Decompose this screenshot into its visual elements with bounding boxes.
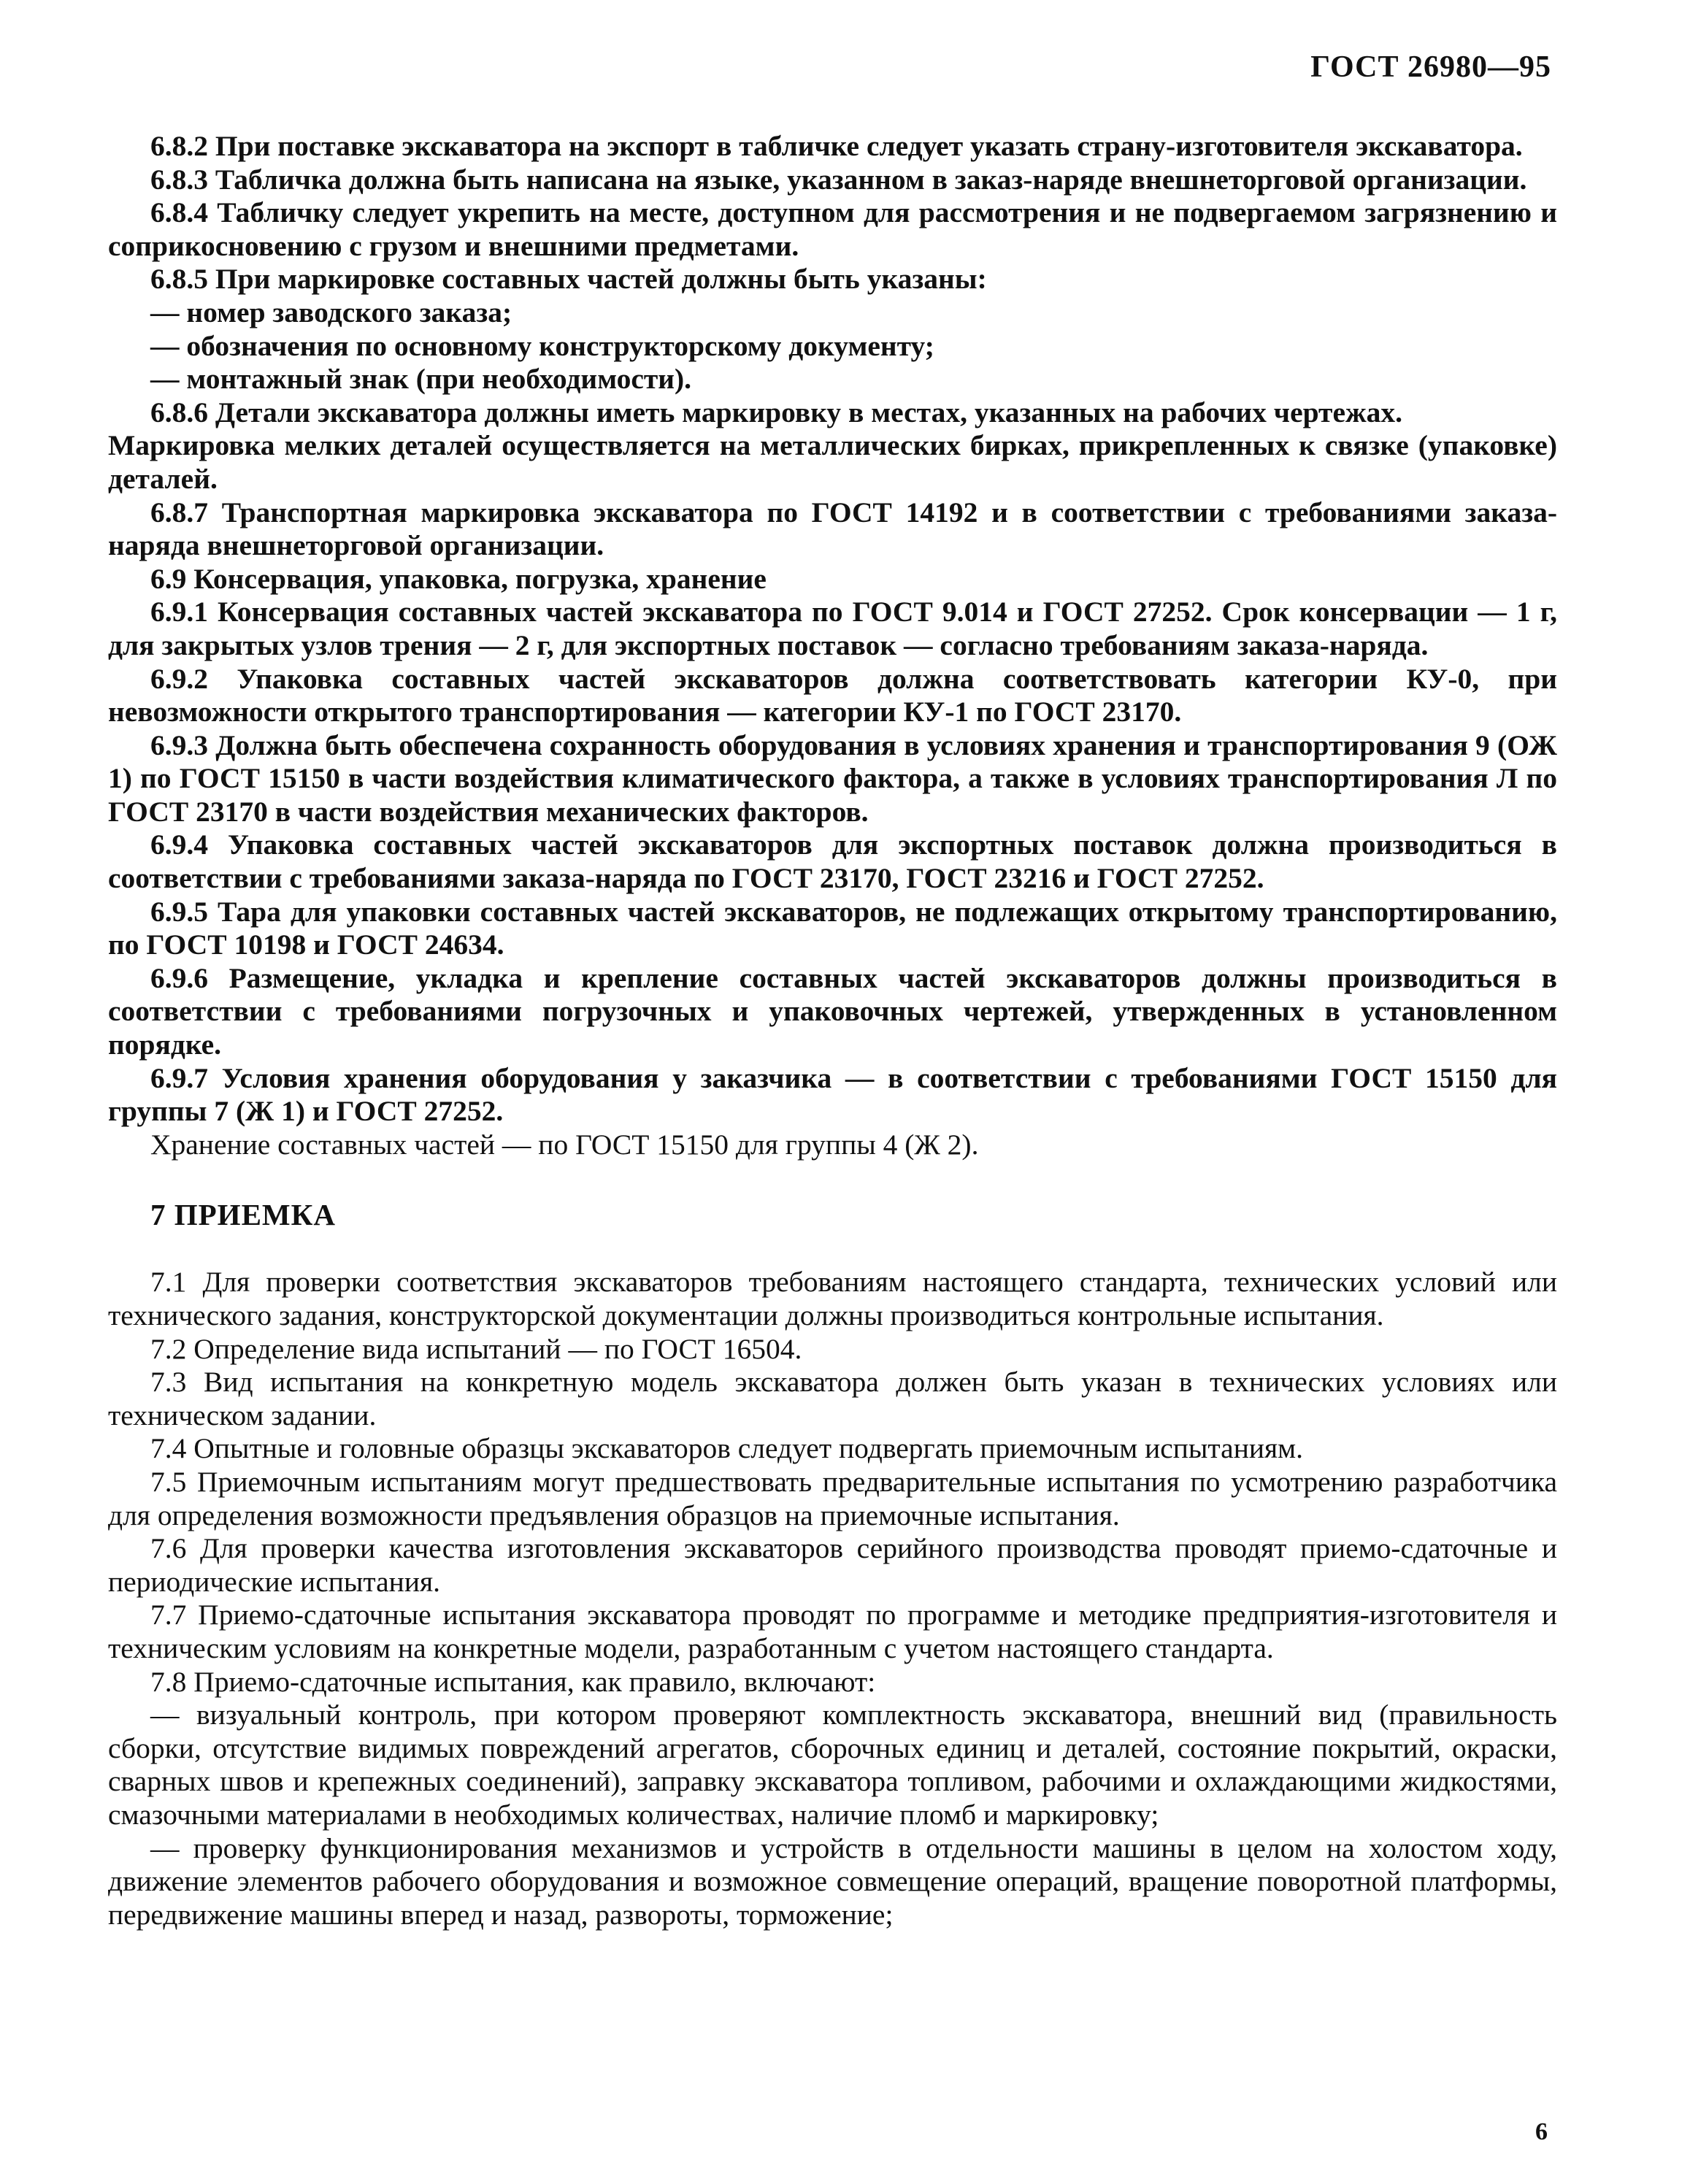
paragraph-6-9-1: 6.9.1 Консервация составных частей экскаватора по ГОСТ 9.014 и ГОСТ 27252. Срок консервации — 1 г, для закрытых узлов трения — 2 г, для экспортных поставок — согласно требованиям заказа-наряда. [108,596,1557,661]
paragraph-6-8-4: 6.8.4 Табличку следует укрепить на месте, доступном для рассмотрения и не подвергаемом загрязнению и соприкосновению с грузом и внешними предметами. [108,196,1557,262]
subsection-6-9-title: 6.9 Консервация, упаковка, погрузка, хранение [150,562,767,595]
list-item: — номер заводского заказа; [150,296,512,328]
list-item-visual-control: — визуальный контроль, при котором проверяют комплектность экскаватора, внешний вид (правильность сборки, отсутствие видимых повреждений агрегатов, сборочных единиц и деталей, состояние покрытий, окраски, сварных швов и крепежных соединений), заправку экскаватора топливом, рабочими и охлаждающими жидкостями, смазочными материалами в необходимых количествах, наличие пломб и маркировку; [108,1699,1557,1831]
paragraph-7-1: 7.1 Для проверки соответствия экскаваторов требованиям настоящего стандарта, технических условий или технического задания, конструкторской документации должны производиться контрольные испытания. [108,1266,1557,1331]
page-number: 6 [1535,2118,1548,2145]
page-body [108,130,1557,1931]
paragraph-7-6: 7.6 Для проверки качества изготовления экскаваторов серийного производства проводят приемо-сдаточные и периодические испытания. [108,1532,1557,1598]
paragraph-7-5: 7.5 Приемочным испытаниям могут предшествовать предварительные испытания по усмотрению разработчика для определения возможности предъявления образцов на приемочные испытания. [108,1465,1557,1531]
paragraph-6-9-2: 6.9.2 Упаковка составных частей экскаваторов должна соответствовать категории КУ-0, при невозможности открытого транспортирования — категории КУ-1 по ГОСТ 23170. [108,662,1557,728]
paragraph-6-9-5: 6.9.5 Тара для упаковки составных частей экскаваторов, не подлежащих открытому транспортированию, по ГОСТ 10198 и ГОСТ 24634. [108,895,1557,961]
paragraph-6-8-2: 6.8.2 При поставке экскаватора на экспорт в табличке следует указать страну-изготовителя экскаватора. [150,130,1523,162]
paragraph-6-8-6: 6.8.6 Детали экскаватора должны иметь маркировку в местах, указанных на рабочих чертежах. [150,396,1403,428]
paragraph-7-3: 7.3 Вид испытания на конкретную модель экскаватора должен быть указан в технических условиях или техническом задании. [108,1366,1557,1431]
paragraph-7-2: 7.2 Определение вида испытаний — по ГОСТ 16504. [150,1332,802,1365]
paragraph-6-9-4: 6.9.4 Упаковка составных частей экскаваторов для экспортных поставок должна производиться в соответствии с требованиями заказа-наряда по ГОСТ 23170, ГОСТ 23216 и ГОСТ 27252. [108,828,1557,895]
paragraph-7-8: 7.8 Приемо-сдаточные испытания, как правило, включают: [150,1665,876,1698]
paragraph-6-9-7: 6.9.7 Условия хранения оборудования у заказчика — в соответствии с требованиями ГОСТ 15150 для группы 7 (Ж 1) и ГОСТ 27252. [108,1061,1557,1128]
paragraph-7-4: 7.4 Опытные и головные образцы экскаваторов следует подвергать приемочным испытаниям. [150,1432,1304,1465]
paragraph-6-9-7-storage: Хранение составных частей — по ГОСТ 15150 для группы 4 (Ж 2). [150,1128,979,1161]
paragraph-6-8-7: 6.8.7 Транспортная маркировка экскаватора по ГОСТ 14192 и в соответствии с требованиями заказа-наряда внешнеторговой организации. [108,496,1557,562]
document-code-header: ГОСТ 26980—95 [1310,50,1551,84]
paragraph-6-8-3: 6.8.3 Табличка должна быть написана на языке, указанном в заказ-наряде внешнеторговой организации. [150,163,1527,196]
paragraph-6-9-6: 6.9.6 Размещение, укладка и крепление составных частей экскаваторов должны производиться в соответствии с требованиями погрузочных и упаковочных чертежей, утвержденных в установленном порядке. [108,961,1557,1061]
list-item: — монтажный знак (при необходимости). [150,363,692,396]
paragraph-6-8-6-continued: Маркировка мелких деталей осуществляется на металлических бирках, прикрепленных к связке (упаковке) деталей. [108,429,1557,495]
list-item-function-check: — проверку функционирования механизмов и устройств в отдельности машины в целом на холостом ходу, движение элементов рабочего оборудования и возможное совмещение операций, вращение поворотной платформы, передвижение машины вперед и назад, развороты, торможение; [108,1831,1557,1931]
paragraph-7-7: 7.7 Приемо-сдаточные испытания экскаватора проводят по программе и методике предприятия-изготовителя и техническим условиям на конкретные модели, разработанным с учетом настоящего стандарта. [108,1599,1557,1664]
section-7-title: 7 ПРИЕМКА [150,1198,336,1232]
paragraph-6-8-5: 6.8.5 При маркировке составных частей должны быть указаны: [150,263,987,296]
paragraph-6-9-3: 6.9.3 Должна быть обеспечена сохранность оборудования в условиях хранения и транспортирования 9 (ОЖ 1) по ГОСТ 15150 в части воздействия климатического фактора, а также в условиях транспортирования Л по ГОСТ 23170 в части воздействия механических факторов. [108,728,1557,828]
list-item: — обозначения по основному конструкторскому документу; [150,329,934,362]
